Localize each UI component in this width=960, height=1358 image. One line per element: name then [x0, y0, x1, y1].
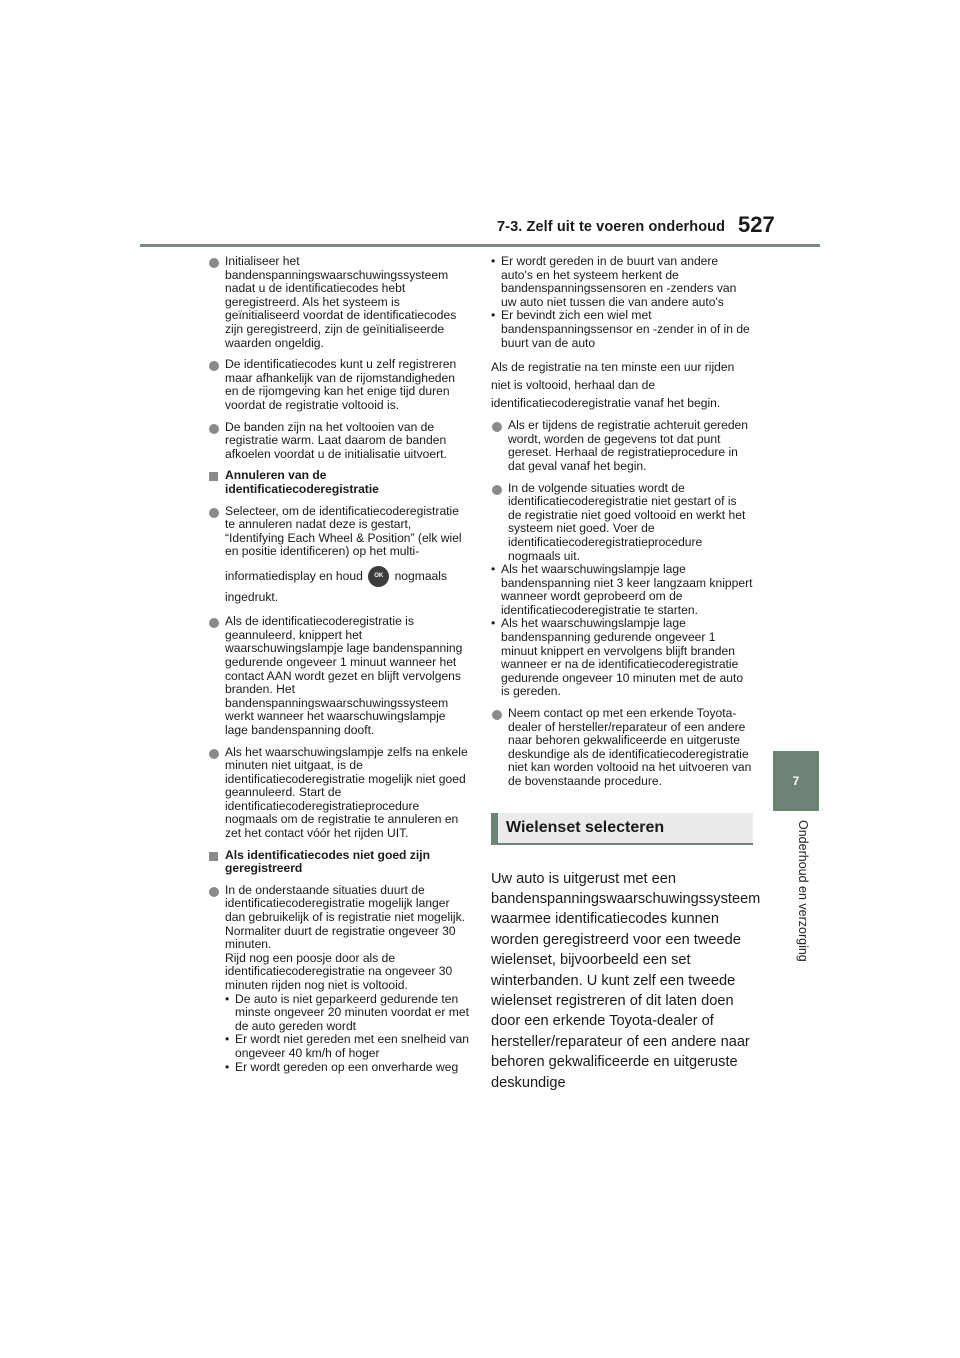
- dash-bullet: •: [491, 616, 496, 631]
- section-title: Wielenset selecteren: [506, 818, 665, 836]
- bullet-text: Als er tijdens de registratie achteruit gereden wordt, worden de gegevens tot dat punt gereset. Herhaal de registratieprocedure in dat geval vanaf het begin.: [508, 418, 748, 473]
- bullet-text: De banden zijn na het voltooien van de registratie warm. Laat daarom de banden afkoelen voordat u de initialisatie uitvoert.: [225, 419, 447, 461]
- dash-bullet: •: [225, 1032, 230, 1047]
- paragraph: Als de registratie na ten minste een uur rijden niet is voltooid, herhaal dan de identificatiecoderegistratie vanaf het begin.: [491, 360, 735, 411]
- bullet-circle-icon: [209, 887, 219, 897]
- subheading-text: Annuleren van de identificatiecoderegistratie: [225, 468, 379, 496]
- bullet-text: Als de identificatiecoderegistratie is geannuleerd, knippert het waarschuwingslampje lage bandenspanning gedurende ongeveer 1 minuut wanneer het contact AAN wordt gezet en blijft vervolgens branden. Het bandenspanningswaarschuwingssysteem werkt wanneer het waarschuwingslampje lage bandenspanning dooft.: [225, 614, 463, 737]
- left-column: [208, 255, 470, 1082]
- header-divider: [140, 244, 820, 247]
- bullet-text-extra: Rijd nog een poosje door als de identificatiecoderegistratie na ongeveer 30 minuten rijden nog niet is voltooid.: [225, 950, 453, 993]
- bullet-text: Selecteer, om de identificatiecoderegistratie te annuleren nadat deze is gestart, “Identifying Each Wheel & Position” (elk wiel en positie identificeren) op het multi-: [225, 503, 462, 559]
- dash-item: [491, 617, 753, 699]
- bullet-item: [208, 505, 470, 608]
- bullet-square-icon: [209, 852, 218, 861]
- dash-item: [491, 255, 753, 309]
- dash-text: Er bevindt zich een wiel met bandenspanningssensor en -zender in of in de buurt van de auto: [501, 308, 750, 350]
- dash-bullet: •: [225, 1059, 230, 1074]
- bullet-item: [208, 746, 470, 841]
- section-title-box: [491, 813, 753, 845]
- dash-text: Als het waarschuwingslampje lage bandenspanning gedurende ongeveer 1 minuut knippert en vervolgens blijft branden wanneer er na de identificatiecoderegistratie gedurende ongeveer 10 minuten met de auto is gereden.: [501, 616, 744, 699]
- bullet-item: [208, 884, 470, 993]
- bullet-text: Neem contact op met een erkende Toyota-dealer of hersteller/reparateur of een andere naar behoren gekwalificeerde en uitgeruste deskundige als de identificatiecoderegistratie niet kan worden voltooid na het uitvoeren van de bovenstaande procedure.: [508, 706, 752, 788]
- section-body: Uw auto is uitgerust met een bandenspanningswaarschuwingssysteem waarmee identificatiecodes kunnen worden geregistreerd voor een tweede wielenset, bijvoorbeeld een set winterbanden. U kunt zelf een tweede wielenset registreren of dit laten doen door een erkende Toyota-dealer of hersteller/reparateur of een andere naar behoren gekwalificeerde en uitgeruste deskundige: [491, 870, 761, 1091]
- bullet-text: In de onderstaande situaties duurt de identificatiecoderegistratie mogelijk langer dan gebruikelijk of is registratie niet mogelijk. Normaliter duurt de registratie ongeveer 30 minuten.: [225, 882, 465, 952]
- bullet-circle-icon: [209, 508, 219, 518]
- bullet-circle-icon: [492, 422, 502, 432]
- dash-bullet: •: [491, 562, 496, 577]
- bullet-circle-icon: [492, 710, 502, 720]
- section-header: 7-3. Zelf uit te voeren onderhoud: [497, 219, 726, 235]
- page-number: 527: [738, 212, 775, 237]
- dash-item: [491, 563, 753, 617]
- dash-text: Er wordt gereden in de buurt van andere auto's en het systeem herkent de bandenspanningssensoren en -zenders van uw auto niet tussen die van andere auto's: [501, 254, 737, 309]
- bullet-item: [491, 482, 753, 564]
- chapter-side-label: Onderhoud en verzorging: [796, 820, 810, 962]
- bullet-circle-icon: [209, 424, 219, 434]
- chapter-tab: 7: [773, 751, 819, 811]
- dash-item: [491, 309, 753, 350]
- bullet-text: Initialiseer het bandenspanningswaarschuwingssysteem nadat u de identificatiecodes hebt geregistreerd. Als het systeem is geïnitialiseerd voordat de identificatiecodes zijn geregistreerd, zijn de geïnitialiseerde waarden ongeldig.: [225, 254, 457, 350]
- dash-bullet: •: [491, 254, 496, 268]
- dash-item: [208, 1033, 470, 1060]
- ok-button-icon: OK: [368, 566, 389, 587]
- dash-item: [208, 993, 470, 1034]
- bullet-item: [208, 421, 470, 462]
- subheading: [208, 849, 470, 876]
- dash-text: Er wordt gereden op een onverharde weg: [235, 1059, 459, 1074]
- bullet-item: [491, 707, 753, 789]
- dash-bullet: •: [491, 308, 496, 323]
- right-column: [491, 254, 761, 1093]
- bullet-circle-icon: [209, 361, 219, 371]
- dash-text: Als het waarschuwingslampje lage bandenspanning niet 3 keer langzaam knippert wanneer wordt geprobeerd om de identificatiecoderegistratie te starten.: [501, 562, 753, 617]
- bullet-circle-icon: [209, 749, 219, 759]
- subheading: [208, 469, 470, 496]
- bullet-item: [208, 255, 470, 350]
- ok-line-text-before: informatiedisplay en houd: [225, 568, 363, 583]
- dash-text: Er wordt niet gereden met een snelheid van ongeveer 40 km/h of hoger: [235, 1032, 469, 1060]
- bullet-circle-icon: [492, 485, 502, 495]
- bullet-item: [208, 615, 470, 737]
- bullet-square-icon: [209, 472, 218, 481]
- subheading-text: Als identificatiecodes niet goed zijn geregistreerd: [225, 847, 430, 876]
- dash-bullet: •: [225, 991, 230, 1006]
- bullet-text: In de volgende situaties wordt de identificatiecoderegistratie niet gestart of is de registratie niet goed voltooid en werkt het systeem niet goed. Voer de identificatiecoderegistratieprocedure nogmaals uit.: [508, 480, 746, 563]
- bullet-item: [491, 419, 753, 473]
- ok-instruction-line: [225, 566, 470, 607]
- dash-item: [208, 1061, 470, 1075]
- bullet-text: Als het waarschuwingslampje zelfs na enkele minuten niet uitgaat, is de identificatiecoderegistratie mogelijk niet goed geannuleerd. Start de identificatiecoderegistratieprocedure nogmaals om de registratie te annuleren en zet het contact vóór het rijden UIT.: [225, 744, 468, 841]
- bullet-item: [208, 358, 470, 412]
- dash-text: De auto is niet geparkeerd gedurende ten minste ongeveer 20 minuten voordat er met de auto gereden wordt: [235, 991, 469, 1033]
- bullet-text: De identificatiecodes kunt u zelf registreren maar afhankelijk van de rijomstandigheden en de rijomgeving kan het enige tijd duren voordat de registratie voltooid is.: [225, 357, 457, 412]
- ok-line-text-after: nogmaals ingedrukt.: [225, 568, 448, 605]
- bullet-circle-icon: [209, 618, 219, 628]
- bullet-circle-icon: [209, 258, 219, 268]
